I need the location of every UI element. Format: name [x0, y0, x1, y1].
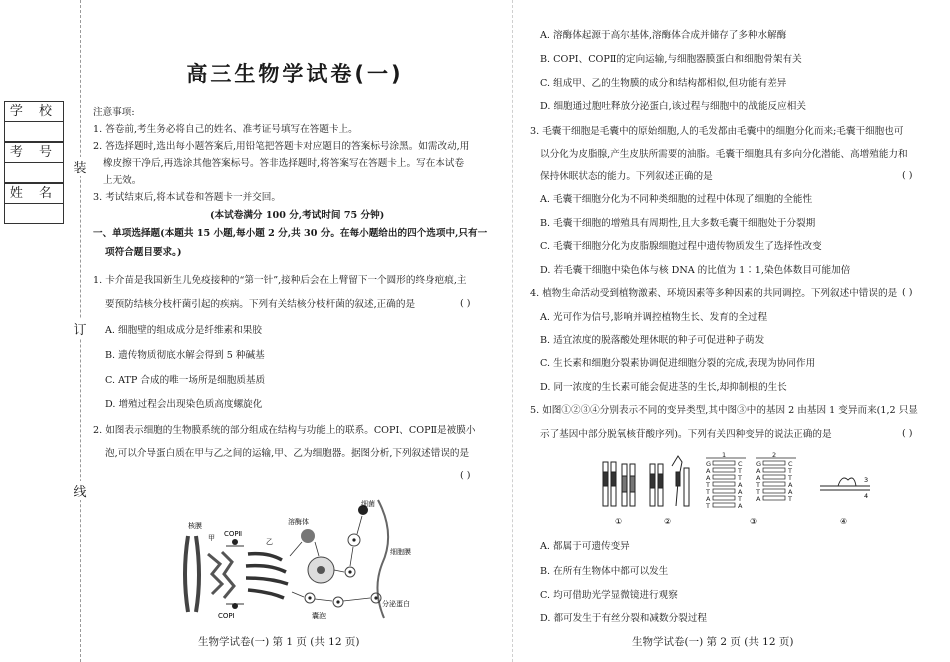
q5-stem-cont: 示了基因中部分脱氧核苷酸序列)。下列有关四种变异的说法正确的是 [540, 429, 832, 440]
school-field-box[interactable] [4, 101, 64, 142]
seq-r-3: A [738, 481, 743, 489]
q4-answer-paren: ( ) [902, 287, 913, 298]
label-copi: COPⅠ [218, 612, 235, 620]
seq-l-1: A [706, 467, 711, 475]
dna-sequences [705, 452, 796, 510]
seq2-r-0: C [788, 460, 793, 468]
school-value[interactable] [5, 122, 63, 141]
fig-label-4: ④ [840, 517, 848, 526]
chromosome-pair-2 [650, 456, 689, 506]
q2-answer-paren: ( ) [460, 470, 471, 481]
page-divider [512, 0, 513, 662]
q3-stem: 3. 毛囊干细胞是毛囊中的原始细胞,人的毛发都由毛囊中的细胞分化而来;毛囊干细胞也可 [530, 126, 904, 137]
seq-r-1: T [738, 467, 742, 475]
seq2-l-2: A [756, 474, 761, 482]
er-shape [208, 552, 234, 598]
name-field-box[interactable] [4, 183, 64, 224]
fig-label-2: ② [664, 517, 672, 526]
q2-option-d: D. 细胞通过胞吐释放分泌蛋白,该过程与细胞中的战能反应相关 [540, 101, 806, 112]
q2-stem-cont: 泡,可以介导蛋白质在甲与乙之间的运输,甲、乙为细胞器。据图分析,下列叙述错误的是 [105, 448, 470, 459]
label-vesicle: 囊泡 [312, 612, 326, 620]
section1-heading-cont: 项符合题目要求。) [105, 247, 182, 258]
seq-r-6: A [738, 502, 743, 510]
score-info: (本试卷满分 100 分,考试时间 75 分钟) [210, 210, 385, 221]
seq-l-4: T [706, 488, 710, 496]
q1-option-d: D. 增殖过程会出现染色质高度螺旋化 [105, 399, 263, 410]
fig4-num-3: 3 [864, 476, 869, 484]
seq-r-0: C [738, 460, 743, 468]
label-bacteria: 细菌 [361, 500, 375, 508]
label-cell-membrane: 细胞膜 [390, 548, 411, 556]
q3-answer-paren: ( ) [902, 170, 913, 181]
q1-answer-paren: ( ) [460, 298, 471, 309]
q5-option-c: C. 均可借助光学显微镜进行观察 [540, 590, 678, 601]
seq-r-5: T [738, 495, 742, 503]
q5-option-d: D. 都可发生于有丝分裂和减数分裂过程 [540, 613, 707, 624]
golgi-shape [246, 554, 288, 598]
gene-label-2: 2 [772, 452, 777, 459]
q5-option-a: A. 都属于可遗传变异 [540, 541, 630, 552]
q3-option-d: D. 若毛囊干细胞中染色体与核 DNA 的比值为 1∶1,染色体数目可能加倍 [540, 265, 851, 276]
seq-l-2: A [706, 474, 711, 482]
seq2-l-4: T [756, 488, 760, 496]
label-jia: 甲 [208, 534, 215, 542]
seq2-r-2: T [788, 474, 792, 482]
q3-option-a: A. 毛囊干细胞分化为不同种类细胞的过程中体现了细胞的全能性 [540, 194, 813, 205]
q1-option-c: C. ATP 合成的唯一场所是细胞质基质 [105, 375, 266, 386]
q3-option-b: B. 毛囊干细胞的增殖具有周期性,且大多数毛囊干细胞处于分裂期 [540, 218, 816, 229]
q4-option-c: C. 生长素和细胞分裂素协调促进细胞分裂的完成,表现为协同作用 [540, 358, 816, 369]
label-nuclear-membrane: 核膜 [188, 522, 202, 530]
gene-label-1: 1 [722, 452, 727, 459]
fig-label-3: ③ [750, 517, 758, 526]
q4-option-a: A. 光可作为信号,影响并调控植物生长、发育的全过程 [540, 312, 768, 323]
q4-stem: 4. 植物生命活动受到植物激素、环境因素等多种因素的共同调控。下列叙述中错误的是 [530, 288, 898, 299]
page2-footer: 生物学试卷(一) 第 2 页 (共 12 页) [632, 636, 794, 648]
q2-option-a: A. 溶酶体起源于高尔基体,溶酶体合成并储存了多种水解酶 [540, 30, 787, 41]
nuclear-membrane-shape [185, 536, 199, 612]
q5-stem: 5. 如图①②③④分别表示不同的变异类型,其中图③中的基因 2 由基因 1 变异而来(1,2 只显 [530, 405, 918, 416]
q2-option-b: B. COPⅠ、COPⅡ的定向运输,与细胞器膜蛋白和细胞骨架有关 [540, 54, 802, 65]
q2-membrane-figure [178, 494, 428, 622]
q1-stem-cont: 要预防结核分枝杆菌引起的疾病。下列有关结核分枝杆菌的叙述,正确的是 [105, 299, 416, 310]
name-value[interactable] [5, 204, 63, 223]
seq2-l-0: G [756, 460, 762, 468]
q5-mutation-figure [598, 452, 878, 528]
lysosome-shape [301, 529, 315, 543]
q3-stem-cont: 以分化为皮脂腺,产生皮肤所需要的油脂。毛囊干细胞具有多向分化潜能、高增殖能力和 [540, 149, 908, 160]
note-line: 1. 答卷前,考生务必将自己的姓名、准考证号填写在答题卡上。 [93, 124, 358, 135]
q4-option-d: D. 同一浓度的生长素可能会促进茎的生长,却抑制根的生长 [540, 382, 787, 393]
q5-answer-paren: ( ) [902, 428, 913, 439]
label-lysosome: 溶酶体 [288, 518, 309, 526]
name-label: 姓 名 [5, 184, 63, 204]
fig4-num-4: 4 [864, 492, 869, 500]
fig4-crossover [820, 478, 870, 490]
seq-r-4: A [738, 488, 743, 496]
q1-option-b: B. 遗传物质彻底水解会得到 5 种碱基 [105, 350, 265, 361]
seq-l-3: T [706, 481, 710, 489]
note-line: 上无效。 [103, 175, 142, 186]
binding-char-zhuang: 装 [72, 157, 88, 176]
q2-option-c: C. 组成甲、乙的生物膜的成分和结构都相似,但功能有差异 [540, 78, 787, 89]
seq2-r-4: A [788, 488, 793, 496]
fig-label-1: ① [615, 517, 623, 526]
section1-heading: 一、单项选择题(本题共 15 小题,每小题 2 分,共 30 分。在每小题给出的四个选项中,只有一 [93, 228, 488, 239]
q3-stem-cont2: 保持休眠状态的能力。下列叙述正确的是 [540, 171, 713, 182]
q3-option-c: C. 毛囊干细胞分化为皮脂腺细胞过程中遗传物质发生了选择性改变 [540, 241, 822, 252]
seq2-l-3: T [756, 481, 760, 489]
chromosome-pair-1 [603, 462, 635, 506]
q4-option-b: B. 适宜浓度的脱落酸处理休眠的种子可促进种子萌发 [540, 335, 765, 346]
page1-footer: 生物学试卷(一) 第 1 页 (共 12 页) [198, 636, 360, 648]
label-copii: COPⅡ [224, 530, 243, 538]
q1-stem: 1. 卡介苗是我国新生儿免疫接种的“第一针”,接种后会在上臂留下一个圆形的终身疤痕,主 [93, 275, 467, 286]
q2-stem: 2. 如图表示细胞的生物膜系统的部分组成在结构与功能上的联系。COPⅠ、COPⅡ是被膜小 [93, 425, 476, 436]
q5-option-b: B. 在所有生物体中都可以发生 [540, 566, 669, 577]
notes-title: 注意事项: [93, 107, 135, 118]
seq2-l-1: A [756, 467, 761, 475]
note-line: 橡皮擦干净后,再选涂其他答案标号。答非选择题时,将答案写在答题卡上。写在本试卷 [103, 158, 465, 169]
note-line: 2. 答选择题时,选出每小题答案后,用铅笔把答题卡对应题目的答案标号涂黑。如需改动,用 [93, 141, 470, 152]
q1-option-a: A. 细胞壁的组成成分是纤维素和果胶 [105, 325, 262, 336]
label-yi: 乙 [266, 538, 273, 546]
exam-number-value[interactable] [5, 163, 63, 182]
binding-char-xian: 线 [72, 481, 88, 500]
school-label: 学 校 [5, 102, 63, 122]
seq-l-5: A [706, 495, 711, 503]
exam-number-label: 考 号 [5, 143, 63, 163]
seq-l-6: T [706, 502, 710, 510]
seq-r-2: T [738, 474, 742, 482]
label-secretory-protein: 分泌蛋白 [382, 600, 410, 608]
seq-l-0: G [706, 460, 712, 468]
seq2-r-1: T [788, 467, 792, 475]
seq2-r-3: A [788, 481, 793, 489]
exam-number-field-box[interactable] [4, 142, 64, 183]
seq2-r-5: T [788, 495, 792, 503]
note-line: 3. 考试结束后,将本试卷和答题卡一并交回。 [93, 192, 281, 203]
seq2-l-5: A [756, 495, 761, 503]
binding-char-ding: 订 [72, 319, 88, 338]
exam-title: 高三生物学试卷(一) [186, 62, 404, 86]
